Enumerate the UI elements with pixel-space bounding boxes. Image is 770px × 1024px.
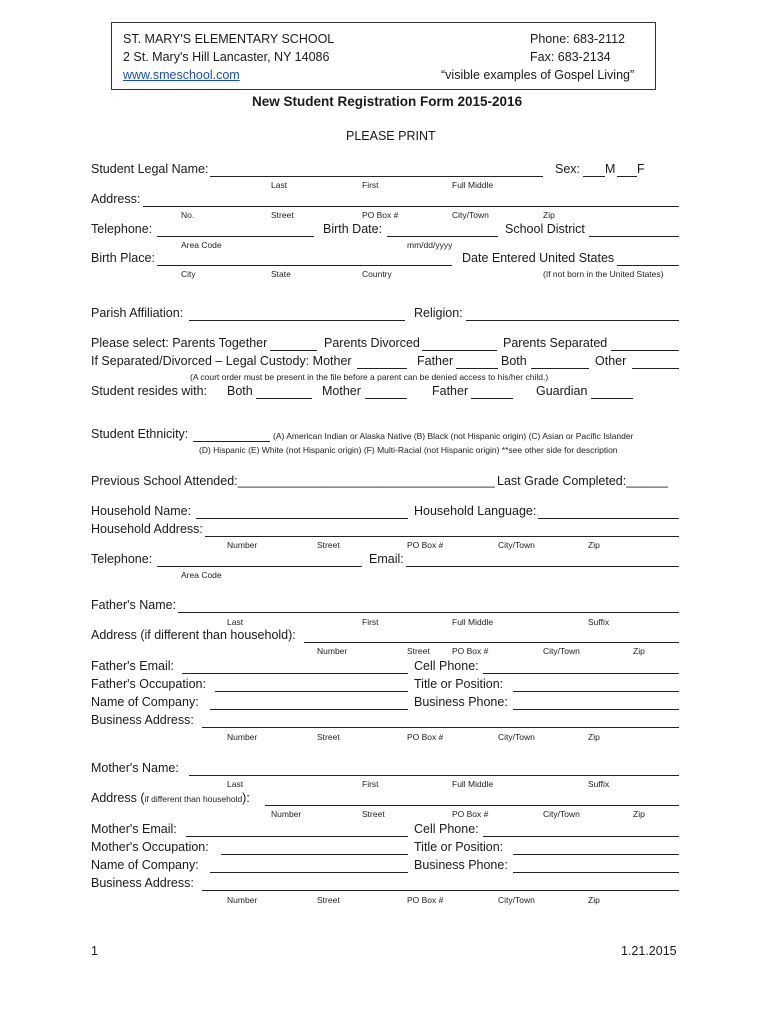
mother-address-number-sublabel: Number	[271, 809, 302, 819]
name-middle-sublabel: Full Middle	[452, 180, 494, 190]
mother-address-field[interactable]	[265, 805, 679, 806]
mother-address-label-close: ):	[242, 791, 250, 805]
school-motto: “visible examples of Gospel Living”	[441, 68, 635, 82]
fathers-occupation-label: Father's Occupation:	[91, 677, 206, 691]
please-print-instruction: PLEASE PRINT	[346, 129, 436, 143]
sex-f-field[interactable]	[617, 176, 637, 177]
mother-address-label	[91, 791, 250, 805]
mother-last-sublabel: Last	[227, 779, 244, 789]
father-address-number-sublabel: Number	[317, 646, 348, 656]
address-street-sublabel: Street	[271, 210, 294, 220]
student-legal-name-label: Student Legal Name:	[91, 162, 209, 176]
father-title-label: Title or Position:	[414, 677, 504, 691]
mother-biz-number-sublabel: Number	[227, 895, 258, 905]
household-address-label: Household Address:	[91, 522, 203, 536]
father-biz-zip-sublabel: Zip	[588, 732, 600, 742]
parents-divorced-label: Parents Divorced	[324, 336, 420, 350]
student-legal-name-field[interactable]	[210, 176, 543, 177]
household-telephone-field[interactable]	[157, 566, 362, 567]
sex-label: Sex:	[555, 162, 581, 176]
father-company-field[interactable]	[210, 709, 408, 710]
birth-date-format-sublabel: mm/dd/yyyy	[407, 240, 453, 250]
mother-address-city-sublabel: City/Town	[543, 809, 580, 819]
father-biz-street-sublabel: Street	[317, 732, 340, 742]
birth-city-sublabel: City	[181, 269, 196, 279]
fathers-name-field[interactable]	[178, 612, 679, 613]
father-last-sublabel: Last	[227, 617, 244, 627]
mother-company-label: Name of Company:	[91, 858, 199, 872]
household-pobox-sublabel: PO Box #	[407, 540, 444, 550]
birth-country-sublabel: Country	[362, 269, 392, 279]
sex-f-label: F	[637, 162, 645, 176]
fathers-occupation-field[interactable]	[215, 691, 408, 692]
mother-biz-zip-sublabel: Zip	[588, 895, 600, 905]
student-resides-label: Student resides with:	[91, 384, 208, 398]
parents-separated-label: Parents Separated	[503, 336, 608, 350]
mother-title-label: Title or Position:	[414, 840, 504, 854]
father-business-phone-label: Business Phone:	[414, 695, 508, 709]
page-number: 1	[91, 944, 98, 958]
mother-cell-phone-label: Cell Phone:	[414, 822, 479, 836]
father-business-address-label: Business Address:	[91, 713, 194, 727]
mother-address-street-sublabel: Street	[362, 809, 385, 819]
religion-label: Religion:	[414, 306, 463, 320]
father-company-label: Name of Company:	[91, 695, 199, 709]
father-title-field[interactable]	[513, 691, 679, 692]
resides-both-label: Both	[227, 384, 253, 398]
mother-biz-city-sublabel: City/Town	[498, 895, 535, 905]
resides-guardian-field[interactable]	[591, 398, 633, 399]
date-entered-us-field[interactable]	[617, 265, 679, 266]
mother-address-pobox-sublabel: PO Box #	[452, 809, 489, 819]
mother-middle-sublabel: Full Middle	[452, 779, 494, 789]
father-address-street-sublabel: Street	[407, 646, 430, 656]
school-phone: Phone: 683-2112	[530, 32, 625, 46]
address-field[interactable]	[143, 206, 679, 207]
father-suffix-sublabel: Suffix	[588, 617, 610, 627]
father-first-sublabel: First	[362, 617, 379, 627]
fathers-email-field[interactable]	[182, 673, 408, 674]
custody-father-field[interactable]	[456, 368, 498, 369]
student-ethnicity-field[interactable]	[193, 441, 270, 442]
household-address-field[interactable]	[205, 536, 679, 537]
revision-date: 1.21.2015	[621, 944, 677, 958]
mothers-occupation-field[interactable]	[221, 854, 408, 855]
telephone-label: Telephone:	[91, 222, 153, 236]
sex-m-field[interactable]	[583, 176, 605, 177]
resides-both-field[interactable]	[256, 398, 312, 399]
parents-together-label: Please select: Parents Together	[91, 336, 268, 350]
name-last-sublabel: Last	[271, 180, 288, 190]
mother-title-field[interactable]	[513, 854, 679, 855]
household-email-field[interactable]	[406, 566, 679, 567]
resides-mother-label: Mother	[322, 384, 361, 398]
household-zip-sublabel: Zip	[588, 540, 600, 550]
address-no-sublabel: No.	[181, 210, 195, 220]
mothers-email-label: Mother's Email:	[91, 822, 177, 836]
resides-guardian-label: Guardian	[536, 384, 588, 398]
address-pobox-sublabel: PO Box #	[362, 210, 399, 220]
student-ethnicity-label: Student Ethnicity:	[91, 427, 189, 441]
legal-custody-mother-label: If Separated/Divorced – Legal Custody: Mother	[91, 354, 352, 368]
household-telephone-label: Telephone:	[91, 552, 153, 566]
mothers-email-field[interactable]	[186, 836, 408, 837]
parents-separated-field[interactable]	[611, 350, 679, 351]
sex-m-label: M	[605, 162, 616, 176]
mother-company-field[interactable]	[210, 872, 408, 873]
custody-other-field[interactable]	[632, 368, 679, 369]
resides-father-label: Father	[432, 384, 469, 398]
school-district-label: School District	[505, 222, 585, 236]
father-address-field[interactable]	[304, 642, 679, 643]
birth-date-field[interactable]	[387, 236, 498, 237]
mother-biz-pobox-sublabel: PO Box #	[407, 895, 444, 905]
school-address: 2 St. Mary's Hill Lancaster, NY 14086	[123, 50, 330, 64]
birth-state-sublabel: State	[271, 269, 291, 279]
not-born-us-sublabel: (If not born in the United States)	[543, 269, 664, 279]
birth-place-field[interactable]	[157, 265, 452, 266]
custody-both-field[interactable]	[531, 368, 589, 369]
form-title: New Student Registration Form 2015-2016	[252, 94, 523, 109]
mother-address-label-text: Address (	[91, 791, 145, 805]
religion-field[interactable]	[466, 320, 679, 321]
mother-suffix-sublabel: Suffix	[588, 779, 610, 789]
household-language-label: Household Language:	[414, 504, 537, 518]
parents-divorced-field[interactable]	[422, 350, 497, 351]
resides-mother-field[interactable]	[365, 398, 407, 399]
mother-business-phone-label: Business Phone:	[414, 858, 508, 872]
fathers-email-label: Father's Email:	[91, 659, 174, 673]
father-cell-phone-field[interactable]	[483, 673, 679, 674]
father-biz-number-sublabel: Number	[227, 732, 258, 742]
telephone-field[interactable]	[157, 236, 314, 237]
household-language-field[interactable]	[538, 518, 679, 519]
mother-first-sublabel: First	[362, 779, 379, 789]
parents-together-field[interactable]	[270, 350, 317, 351]
school-district-field[interactable]	[589, 236, 679, 237]
previous-school-label[interactable]: Previous School Attended:_____________________________________	[91, 474, 495, 488]
ethnicity-options-line-2: (D) Hispanic (E) White (not Hispanic origin) (F) Multi-Racial (not Hispanic origin) **see other side for description	[199, 445, 618, 455]
parish-affiliation-field[interactable]	[189, 320, 405, 321]
mothers-name-field[interactable]	[189, 775, 679, 776]
household-email-label: Email:	[369, 552, 404, 566]
birth-place-label: Birth Place:	[91, 251, 155, 265]
custody-other-label: Other	[595, 354, 627, 368]
school-name: ST. MARY'S ELEMENTARY SCHOOL	[123, 32, 335, 46]
mothers-occupation-label: Mother's Occupation:	[91, 840, 209, 854]
father-address-zip-sublabel: Zip	[633, 646, 645, 656]
address-city-sublabel: City/Town	[452, 210, 489, 220]
household-area-code-sublabel: Area Code	[181, 570, 222, 580]
address-zip-sublabel: Zip	[543, 210, 555, 220]
mothers-name-label: Mother's Name:	[91, 761, 179, 775]
court-order-note: (A court order must be present in the file before a parent can be denied access to his/her child.)	[190, 372, 549, 382]
father-cell-phone-label: Cell Phone:	[414, 659, 479, 673]
address-label: Address:	[91, 192, 141, 206]
household-number-sublabel: Number	[227, 540, 258, 550]
father-address-pobox-sublabel: PO Box #	[452, 646, 489, 656]
household-name-field[interactable]	[196, 518, 408, 519]
mother-business-address-field[interactable]	[202, 890, 679, 891]
mother-address-zip-sublabel: Zip	[633, 809, 645, 819]
birth-date-label: Birth Date:	[323, 222, 383, 236]
ethnicity-options-line-1: (A) American Indian or Alaska Native (B) Black (not Hispanic origin) (C) Asian or Pacific Islander	[273, 431, 634, 441]
last-grade-completed-label[interactable]: Last Grade Completed:______	[497, 474, 668, 488]
household-street-sublabel: Street	[317, 540, 340, 550]
mother-biz-street-sublabel: Street	[317, 895, 340, 905]
father-business-address-field[interactable]	[202, 727, 679, 728]
father-address-city-sublabel: City/Town	[543, 646, 580, 656]
date-entered-us-label: Date Entered United States	[462, 251, 615, 265]
mother-cell-phone-field[interactable]	[483, 836, 679, 837]
household-name-label: Household Name:	[91, 504, 192, 518]
custody-both-label: Both	[501, 354, 527, 368]
custody-mother-field[interactable]	[357, 368, 407, 369]
mother-business-address-label: Business Address:	[91, 876, 194, 890]
mother-address-label-small: if different than household	[144, 794, 243, 804]
name-first-sublabel: First	[362, 180, 379, 190]
parish-affiliation-label: Parish Affiliation:	[91, 306, 184, 320]
custody-father-label: Father	[417, 354, 454, 368]
father-middle-sublabel: Full Middle	[452, 617, 494, 627]
mother-business-phone-field[interactable]	[513, 872, 679, 873]
household-city-sublabel: City/Town	[498, 540, 535, 550]
father-address-label: Address (if different than household):	[91, 628, 296, 642]
father-biz-city-sublabel: City/Town	[498, 732, 535, 742]
fathers-name-label: Father's Name:	[91, 598, 177, 612]
father-biz-pobox-sublabel: PO Box #	[407, 732, 444, 742]
school-website-link[interactable]: www.smeschool.com	[123, 68, 240, 82]
resides-father-field[interactable]	[471, 398, 513, 399]
father-business-phone-field[interactable]	[513, 709, 679, 710]
school-fax: Fax: 683-2134	[530, 50, 611, 64]
telephone-area-code-sublabel: Area Code	[181, 240, 222, 250]
